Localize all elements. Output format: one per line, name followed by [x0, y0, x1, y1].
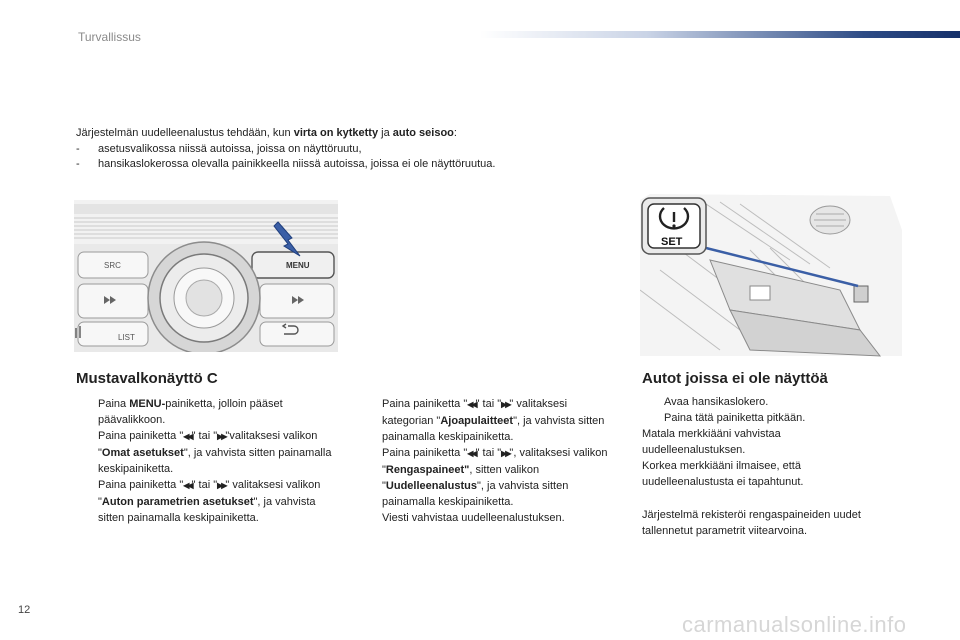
set-label: SET	[661, 236, 683, 248]
prev-arrows-icon: ◀◀	[467, 449, 476, 458]
next-arrows-icon: ▶▶	[217, 481, 226, 490]
next-arrows-icon: ▶▶	[217, 432, 226, 441]
mono-step-3: Paina painiketta "◀◀" tai "▶▶" valitaksesi valikon "Auton parametrien asetukset", ja vahvista sitten painamalla keskipainiketta.	[98, 479, 321, 524]
no-screen-note-2: Korkea merkkiääni ilmaisee, että uudelleenalustusta ei tapahtunut.	[642, 460, 804, 488]
prev-arrows-icon: ◀◀	[183, 432, 192, 441]
no-screen-note-1: Matala merkkiääni vahvistaa uudelleenalustuksen.	[642, 428, 781, 456]
next-arrows-icon: ▶▶	[501, 449, 510, 458]
mono-step-2: Paina painiketta "◀◀" tai "▶▶"valitaksesi valikon "Omat asetukset", ja vahvista sitten painamalla keskipainiketta.	[98, 430, 332, 475]
heading-mono-display: Mustavalkonäyttö C	[76, 370, 218, 387]
mono-step-5: Paina painiketta "◀◀" tai "▶▶", valitaksesi valikon "Rengaspaineet", sitten valikon "Uudelleenalustus", ja vahvista sitten painamalla keskipainiketta. Viesti vahvistaa uudelleenalustuksen.	[382, 447, 608, 524]
intro-bullet-1: - asetusvalikossa niissä autoissa, joissa on näyttöruutu,	[76, 142, 362, 155]
page-number: 12	[18, 604, 31, 616]
no-screen-note-3: Järjestelmä rekisteröi rengaspaineiden uudet tallennetut parametrit viitearvoina.	[642, 509, 861, 537]
intro-bullet-2: - hansikaslokerossa olevalla painikkeella niissä autoissa, joissa ei ole näyttöruutua.	[76, 158, 496, 170]
prev-arrows-icon: ◀◀	[183, 481, 192, 490]
mono-step-1: Paina MENU-painiketta, jolloin pääset päävalikkoon.	[98, 398, 283, 426]
mono-step-4: Paina painiketta "◀◀" tai "▶▶" valitaksesi kategorian "Ajoapulaitteet", ja vahvista sitten painamalla keskipainiketta.	[382, 398, 605, 443]
mono-steps-left	[76, 396, 344, 526]
intro-paragraph	[76, 126, 616, 173]
list-label: LIST	[118, 333, 135, 342]
no-screen-step-1: Avaa hansikaslokero.	[664, 396, 769, 408]
watermark: carmanualsonline.info	[682, 612, 907, 637]
section-title: Turvallissus	[78, 30, 141, 44]
glovebox-illustration	[640, 190, 906, 360]
next-arrows-icon: ▶▶	[501, 400, 510, 409]
no-screen-step-2: Paina tätä painiketta pitkään.	[664, 412, 806, 424]
no-screen-steps	[642, 394, 892, 490]
menu-label: MENU	[286, 261, 310, 270]
intro-lead: Järjestelmän uudelleenalustus tehdään, kun virta on kytketty ja auto seisoo:	[76, 127, 457, 139]
src-label: SRC	[104, 261, 121, 270]
header-gradient-bar	[480, 31, 960, 38]
prev-arrows-icon: ◀◀	[467, 400, 476, 409]
audio-panel-illustration	[74, 200, 338, 352]
heading-no-screen: Autot joissa ei ole näyttöä	[642, 370, 828, 387]
mono-steps-right	[360, 396, 608, 526]
